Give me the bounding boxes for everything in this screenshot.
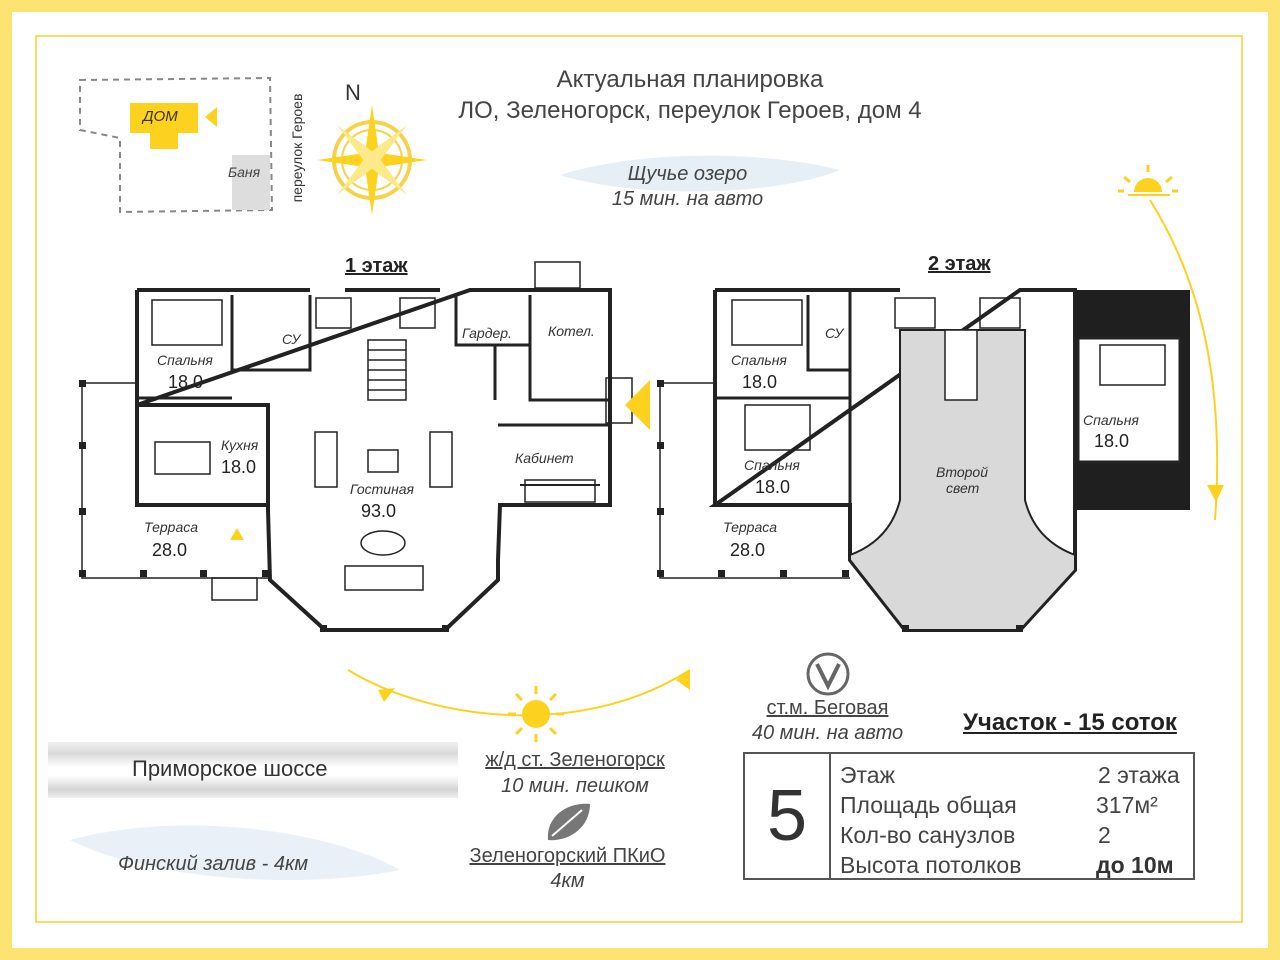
house-label: ДОМ	[143, 108, 178, 125]
sunrise-icon	[1118, 165, 1178, 195]
lake-time: 15 мин. на авто	[611, 188, 764, 210]
f1-bedroom-area: 18.0	[168, 372, 204, 392]
floor1-plan	[82, 262, 632, 630]
park-distance: 4км	[550, 870, 585, 892]
spec-label-floors: Этаж	[840, 762, 895, 788]
f2-bedroom2-label: Спальня	[744, 457, 800, 473]
f1-bath-label: СУ	[282, 331, 301, 347]
road-name: Приморское шоссе	[132, 756, 328, 781]
f2-bedroom1-area: 18.0	[742, 372, 778, 392]
gulf-distance: Финский залив - 4км	[118, 853, 309, 875]
spec-number: 5	[745, 754, 831, 878]
spec-label-ceiling: Высота потолков	[840, 852, 1022, 878]
f2-terrace-area: 28.0	[730, 540, 766, 560]
title-line1: Актуальная планировка	[556, 66, 824, 93]
f1-kitchen-area: 18.0	[221, 457, 257, 477]
bath-label: Баня	[228, 164, 261, 180]
f2-bath-label: СУ	[825, 325, 844, 341]
rail-name: ж/д ст. Зеленогорск	[485, 749, 665, 771]
spec-label-bathrooms: Кол-во санузлов	[840, 822, 1016, 848]
f1-kitchen-label: Кухня	[221, 437, 259, 453]
f1-living-label: Гостиная	[350, 481, 415, 497]
spec-value-ceiling: до 10м	[1096, 852, 1174, 878]
metro-name: ст.м. Беговая	[766, 697, 889, 719]
leaf-icon	[548, 804, 590, 840]
f1-office-label: Кабинет	[515, 450, 574, 466]
f1-bedroom-label: Спальня	[157, 352, 213, 368]
street-label: переулок Героев	[289, 93, 305, 203]
title-line2: ЛО, Зеленогорск, переулок Героев, дом 4	[458, 97, 922, 124]
metro-logo-icon	[808, 654, 848, 694]
f1-wardrobe-label: Гардер.	[462, 325, 512, 341]
spec-value-area: 317м²	[1096, 792, 1158, 818]
sun-path-bottom	[348, 670, 690, 715]
f1-living-area: 93.0	[361, 501, 397, 521]
second-light-label-2: свет	[946, 480, 980, 496]
spec-value-bathrooms: 2	[1098, 822, 1111, 848]
second-light-label-1: Второй	[936, 464, 988, 480]
floor1-title: 1 этаж	[345, 255, 408, 277]
site-map	[80, 78, 272, 212]
f1-terrace-area: 28.0	[152, 540, 188, 560]
f1-boiler-label: Котел.	[548, 323, 595, 339]
park-name: Зеленогорский ПКиО	[469, 845, 666, 867]
spec-table	[743, 752, 1195, 880]
f1-terrace-label: Терраса	[144, 519, 199, 535]
f2-bedroom2-area: 18.0	[755, 477, 791, 497]
house-arrow-icon	[205, 107, 217, 127]
f2-terrace-label: Терраса	[723, 519, 778, 535]
metro-time: 40 мин. на авто	[751, 722, 904, 744]
f2-bedroom1-label: Спальня	[731, 352, 787, 368]
f2-bedroom3-label: Спальня	[1083, 412, 1139, 428]
spec-value-floors: 2 этажа	[1098, 762, 1180, 788]
lake-name: Щучье озеро	[627, 163, 748, 185]
spec-label-area: Площадь общая	[840, 792, 1017, 818]
compass-north-label: N	[345, 80, 361, 105]
plot-size: Участок - 15 соток	[963, 709, 1177, 736]
rail-time: 10 мин. пешком	[501, 775, 649, 797]
floor2-title: 2 этаж	[928, 253, 991, 275]
floor2-stair	[945, 330, 977, 400]
f2-bedroom3-area: 18.0	[1094, 431, 1130, 451]
